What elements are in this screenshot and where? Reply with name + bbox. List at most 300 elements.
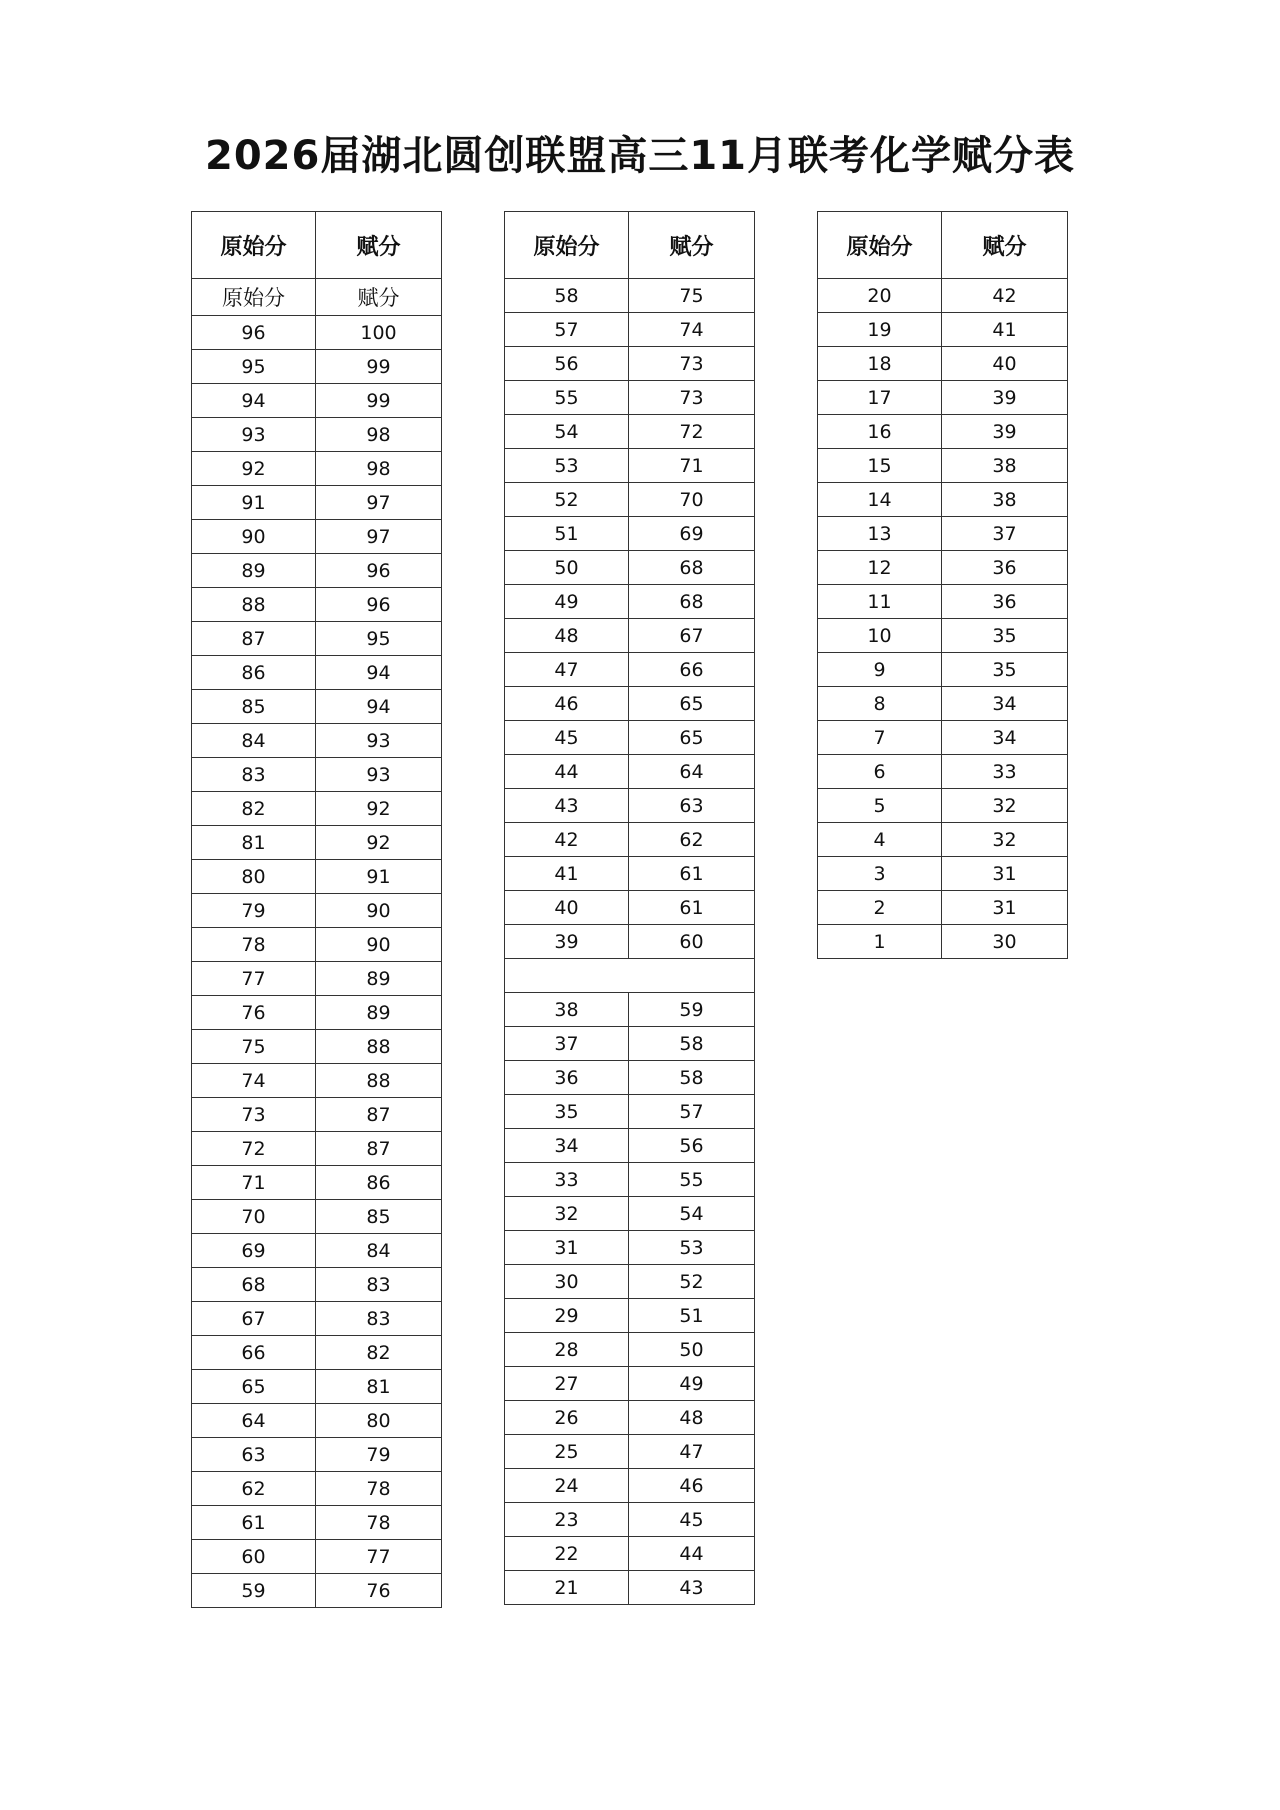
table-row <box>818 857 1068 891</box>
table-row <box>505 1537 755 1571</box>
score-table-2 <box>504 211 755 1605</box>
raw-score-cell: 41 <box>505 857 629 891</box>
page-title: 2026届湖北圆创联盟高三11月联考化学赋分表 <box>205 133 1075 179</box>
scaled-score-cell: 60 <box>629 925 755 959</box>
table-row <box>505 1265 755 1299</box>
table-row <box>192 1302 442 1336</box>
raw-score-cell: 96 <box>192 316 316 350</box>
raw-score-cell: 24 <box>505 1469 629 1503</box>
table-row <box>192 1234 442 1268</box>
table-row <box>505 1333 755 1367</box>
raw-score-cell: 60 <box>192 1540 316 1574</box>
raw-score-cell: 6 <box>818 755 942 789</box>
raw-score-cell: 49 <box>505 585 629 619</box>
raw-score-cell: 2 <box>818 891 942 925</box>
scaled-score-cell: 99 <box>316 350 442 384</box>
table-row <box>192 1064 442 1098</box>
table-row <box>192 350 442 384</box>
scaled-score-cell: 78 <box>316 1506 442 1540</box>
table-row <box>818 687 1068 721</box>
raw-score-cell: 37 <box>505 1027 629 1061</box>
scaled-score-cell: 67 <box>629 619 755 653</box>
table-row <box>192 894 442 928</box>
scaled-score-cell: 96 <box>316 588 442 622</box>
scaled-score-cell: 85 <box>316 1200 442 1234</box>
raw-score-cell: 61 <box>192 1506 316 1540</box>
raw-score-cell: 62 <box>192 1472 316 1506</box>
raw-score-cell: 82 <box>192 792 316 826</box>
raw-score-cell: 23 <box>505 1503 629 1537</box>
table-row <box>505 993 755 1027</box>
scaled-score-cell: 68 <box>629 551 755 585</box>
table-row <box>192 1540 442 1574</box>
table-row <box>192 758 442 792</box>
raw-score-cell: 38 <box>505 993 629 1027</box>
table-row <box>192 690 442 724</box>
scaled-score-cell: 51 <box>629 1299 755 1333</box>
raw-score-cell: 68 <box>192 1268 316 1302</box>
raw-score-cell: 55 <box>505 381 629 415</box>
raw-score-cell: 64 <box>192 1404 316 1438</box>
scaled-score-cell: 93 <box>316 724 442 758</box>
raw-score-cell: 77 <box>192 962 316 996</box>
table-row <box>505 1129 755 1163</box>
raw-score-cell: 50 <box>505 551 629 585</box>
scaled-score-cell: 37 <box>942 517 1068 551</box>
table-row <box>505 1027 755 1061</box>
scaled-score-cell: 73 <box>629 347 755 381</box>
table-row <box>505 1163 755 1197</box>
raw-score-cell: 81 <box>192 826 316 860</box>
raw-score-cell: 57 <box>505 313 629 347</box>
scaled-score-cell: 36 <box>942 585 1068 619</box>
scaled-score-cell: 73 <box>629 381 755 415</box>
raw-score-cell: 17 <box>818 381 942 415</box>
scaled-score-cell: 69 <box>629 517 755 551</box>
scaled-score-cell: 87 <box>316 1132 442 1166</box>
table-row <box>818 551 1068 585</box>
scaled-score-cell: 75 <box>629 279 755 313</box>
table-row <box>818 891 1068 925</box>
table-row <box>818 483 1068 517</box>
raw-score-cell: 45 <box>505 721 629 755</box>
table-row <box>192 1268 442 1302</box>
raw-score-cell: 53 <box>505 449 629 483</box>
scaled-score-cell: 44 <box>629 1537 755 1571</box>
table-row <box>505 517 755 551</box>
raw-score-cell: 39 <box>505 925 629 959</box>
scaled-score-cell: 66 <box>629 653 755 687</box>
raw-score-cell: 25 <box>505 1435 629 1469</box>
scaled-score-cell: 89 <box>316 996 442 1030</box>
raw-score-cell: 65 <box>192 1370 316 1404</box>
raw-score-cell: 9 <box>818 653 942 687</box>
scaled-score-cell: 84 <box>316 1234 442 1268</box>
raw-score-cell: 3 <box>818 857 942 891</box>
scaled-score-cell: 48 <box>629 1401 755 1435</box>
raw-score-cell: 85 <box>192 690 316 724</box>
table-row <box>505 1095 755 1129</box>
raw-score-cell: 91 <box>192 486 316 520</box>
score-table-3 <box>817 211 1068 959</box>
table-row <box>818 619 1068 653</box>
scaled-score-cell: 39 <box>942 381 1068 415</box>
raw-score-cell: 15 <box>818 449 942 483</box>
scaled-score-cell: 93 <box>316 758 442 792</box>
scaled-score-cell: 89 <box>316 962 442 996</box>
table-row <box>505 857 755 891</box>
table-row <box>192 588 442 622</box>
table-row <box>505 1231 755 1265</box>
scaled-score-cell: 34 <box>942 721 1068 755</box>
scaled-score-cell: 92 <box>316 826 442 860</box>
scaled-score-cell: 38 <box>942 449 1068 483</box>
scaled-score-cell: 57 <box>629 1095 755 1129</box>
raw-score-cell: 94 <box>192 384 316 418</box>
table-row <box>505 653 755 687</box>
scaled-score-cell: 65 <box>629 687 755 721</box>
scaled-score-cell: 53 <box>629 1231 755 1265</box>
empty-merged-cell <box>505 959 755 993</box>
table-header-row <box>192 212 442 279</box>
table-row <box>505 1197 755 1231</box>
raw-score-cell: 46 <box>505 687 629 721</box>
table-row <box>505 925 755 959</box>
scaled-score-cell: 32 <box>942 789 1068 823</box>
raw-score-cell: 59 <box>192 1574 316 1608</box>
raw-score-cell: 22 <box>505 1537 629 1571</box>
scaled-score-cell: 41 <box>942 313 1068 347</box>
table-row <box>818 381 1068 415</box>
scaled-score-cell: 79 <box>316 1438 442 1472</box>
table-row <box>192 1098 442 1132</box>
table-row <box>192 962 442 996</box>
raw-score-cell: 51 <box>505 517 629 551</box>
table-row <box>192 1166 442 1200</box>
scaled-score-cell: 70 <box>629 483 755 517</box>
table-row <box>818 755 1068 789</box>
table-row <box>192 1030 442 1064</box>
table-row <box>505 279 755 313</box>
raw-score-cell: 35 <box>505 1095 629 1129</box>
table-row <box>192 1132 442 1166</box>
table-row <box>505 891 755 925</box>
scaled-score-header: 赋分 <box>942 212 1068 279</box>
scaled-score-cell: 83 <box>316 1268 442 1302</box>
raw-score-cell: 70 <box>192 1200 316 1234</box>
table-row <box>192 826 442 860</box>
table-row <box>818 517 1068 551</box>
scaled-score-cell: 100 <box>316 316 442 350</box>
table-row <box>192 1200 442 1234</box>
raw-score-cell: 19 <box>818 313 942 347</box>
raw-score-cell: 36 <box>505 1061 629 1095</box>
scaled-score-cell: 58 <box>629 1027 755 1061</box>
scaled-score-cell: 32 <box>942 823 1068 857</box>
raw-score-cell: 32 <box>505 1197 629 1231</box>
scaled-score-cell: 87 <box>316 1098 442 1132</box>
table-row <box>192 792 442 826</box>
raw-score-cell: 83 <box>192 758 316 792</box>
table-row <box>505 381 755 415</box>
scaled-score-cell: 91 <box>316 860 442 894</box>
table-row <box>192 860 442 894</box>
raw-score-cell: 1 <box>818 925 942 959</box>
raw-score-cell: 48 <box>505 619 629 653</box>
table-row <box>192 418 442 452</box>
scaled-score-subheader: 赋分 <box>316 279 442 316</box>
table-row <box>192 1404 442 1438</box>
raw-score-cell: 89 <box>192 554 316 588</box>
raw-score-cell: 54 <box>505 415 629 449</box>
scaled-score-cell: 58 <box>629 1061 755 1095</box>
table-row <box>505 313 755 347</box>
raw-score-cell: 5 <box>818 789 942 823</box>
scaled-score-cell: 95 <box>316 622 442 656</box>
table-row <box>818 585 1068 619</box>
table-row <box>505 415 755 449</box>
raw-score-cell: 31 <box>505 1231 629 1265</box>
table-row <box>818 653 1068 687</box>
raw-score-cell: 71 <box>192 1166 316 1200</box>
table-row <box>818 823 1068 857</box>
table-row <box>505 823 755 857</box>
raw-score-cell: 30 <box>505 1265 629 1299</box>
table-row <box>192 1438 442 1472</box>
scaled-score-cell: 83 <box>316 1302 442 1336</box>
table-row <box>505 687 755 721</box>
raw-score-cell: 88 <box>192 588 316 622</box>
raw-score-cell: 29 <box>505 1299 629 1333</box>
raw-score-cell: 93 <box>192 418 316 452</box>
raw-score-cell: 40 <box>505 891 629 925</box>
raw-score-cell: 10 <box>818 619 942 653</box>
scaled-score-cell: 97 <box>316 520 442 554</box>
scaled-score-cell: 36 <box>942 551 1068 585</box>
raw-score-cell: 11 <box>818 585 942 619</box>
raw-score-header: 原始分 <box>818 212 942 279</box>
raw-score-cell: 79 <box>192 894 316 928</box>
table-row <box>818 925 1068 959</box>
scaled-score-cell: 55 <box>629 1163 755 1197</box>
table-row <box>192 1336 442 1370</box>
scaled-score-cell: 46 <box>629 1469 755 1503</box>
scaled-score-cell: 68 <box>629 585 755 619</box>
raw-score-cell: 18 <box>818 347 942 381</box>
raw-score-cell: 90 <box>192 520 316 554</box>
table-row <box>505 1061 755 1095</box>
scaled-score-cell: 82 <box>316 1336 442 1370</box>
scaled-score-cell: 94 <box>316 656 442 690</box>
raw-score-cell: 86 <box>192 656 316 690</box>
table-row <box>192 622 442 656</box>
table-row <box>818 279 1068 313</box>
table-row <box>192 724 442 758</box>
raw-score-cell: 21 <box>505 1571 629 1605</box>
raw-score-cell: 73 <box>192 1098 316 1132</box>
scaled-score-cell: 71 <box>629 449 755 483</box>
scaled-score-cell: 80 <box>316 1404 442 1438</box>
scaled-score-cell: 30 <box>942 925 1068 959</box>
table-header-row <box>505 212 755 279</box>
table-row <box>192 316 442 350</box>
table-row <box>505 1469 755 1503</box>
scaled-score-cell: 40 <box>942 347 1068 381</box>
table-row <box>192 520 442 554</box>
scaled-score-cell: 99 <box>316 384 442 418</box>
scaled-score-cell: 35 <box>942 619 1068 653</box>
scaled-score-cell: 62 <box>629 823 755 857</box>
table-row <box>818 415 1068 449</box>
table-row <box>192 928 442 962</box>
raw-score-cell: 69 <box>192 1234 316 1268</box>
table-row <box>192 656 442 690</box>
scaled-score-cell: 54 <box>629 1197 755 1231</box>
scaled-score-cell: 72 <box>629 415 755 449</box>
table-row <box>505 1299 755 1333</box>
table-row <box>505 449 755 483</box>
scaled-score-cell: 63 <box>629 789 755 823</box>
raw-score-cell: 43 <box>505 789 629 823</box>
scaled-score-cell: 88 <box>316 1064 442 1098</box>
raw-score-cell: 52 <box>505 483 629 517</box>
scaled-score-cell: 78 <box>316 1472 442 1506</box>
table-row <box>818 721 1068 755</box>
scaled-score-cell: 50 <box>629 1333 755 1367</box>
raw-score-cell: 8 <box>818 687 942 721</box>
scaled-score-cell: 61 <box>629 857 755 891</box>
scaled-score-cell: 33 <box>942 755 1068 789</box>
table-row <box>818 789 1068 823</box>
table-row <box>505 619 755 653</box>
table-subheader-row <box>192 279 442 316</box>
raw-score-cell: 14 <box>818 483 942 517</box>
raw-score-cell: 7 <box>818 721 942 755</box>
raw-score-cell: 56 <box>505 347 629 381</box>
scaled-score-cell: 86 <box>316 1166 442 1200</box>
table-row <box>505 347 755 381</box>
scaled-score-cell: 45 <box>629 1503 755 1537</box>
raw-score-cell: 28 <box>505 1333 629 1367</box>
scaled-score-cell: 43 <box>629 1571 755 1605</box>
scaled-score-header: 赋分 <box>316 212 442 279</box>
table-row <box>505 1435 755 1469</box>
scaled-score-cell: 34 <box>942 687 1068 721</box>
raw-score-cell: 74 <box>192 1064 316 1098</box>
scaled-score-cell: 31 <box>942 891 1068 925</box>
scaled-score-cell: 42 <box>942 279 1068 313</box>
raw-score-cell: 67 <box>192 1302 316 1336</box>
table-gap-row <box>505 959 755 993</box>
raw-score-cell: 27 <box>505 1367 629 1401</box>
scaled-score-cell: 39 <box>942 415 1068 449</box>
raw-score-header: 原始分 <box>192 212 316 279</box>
scaled-score-cell: 81 <box>316 1370 442 1404</box>
raw-score-cell: 87 <box>192 622 316 656</box>
table-row <box>192 1472 442 1506</box>
raw-score-cell: 78 <box>192 928 316 962</box>
scaled-score-cell: 96 <box>316 554 442 588</box>
scaled-score-cell: 31 <box>942 857 1068 891</box>
scaled-score-cell: 97 <box>316 486 442 520</box>
table-row <box>505 1571 755 1605</box>
table-row <box>505 483 755 517</box>
raw-score-cell: 34 <box>505 1129 629 1163</box>
table-row <box>505 721 755 755</box>
table-row <box>192 452 442 486</box>
raw-score-cell: 20 <box>818 279 942 313</box>
raw-score-subheader: 原始分 <box>192 279 316 316</box>
raw-score-cell: 92 <box>192 452 316 486</box>
table-row <box>505 1367 755 1401</box>
table-row <box>505 1401 755 1435</box>
raw-score-cell: 63 <box>192 1438 316 1472</box>
scaled-score-cell: 90 <box>316 928 442 962</box>
scaled-score-cell: 52 <box>629 1265 755 1299</box>
table-header-row <box>818 212 1068 279</box>
scaled-score-cell: 76 <box>316 1574 442 1608</box>
raw-score-cell: 95 <box>192 350 316 384</box>
raw-score-cell: 33 <box>505 1163 629 1197</box>
table-row <box>505 789 755 823</box>
table-row <box>505 755 755 789</box>
table-row <box>192 1370 442 1404</box>
scaled-score-cell: 47 <box>629 1435 755 1469</box>
scaled-score-cell: 56 <box>629 1129 755 1163</box>
scaled-score-cell: 61 <box>629 891 755 925</box>
raw-score-cell: 42 <box>505 823 629 857</box>
table-row <box>818 313 1068 347</box>
raw-score-cell: 13 <box>818 517 942 551</box>
raw-score-cell: 80 <box>192 860 316 894</box>
table-row <box>818 347 1068 381</box>
table-row <box>192 1574 442 1608</box>
table-row <box>192 996 442 1030</box>
scaled-score-cell: 98 <box>316 452 442 486</box>
scaled-score-cell: 49 <box>629 1367 755 1401</box>
raw-score-cell: 26 <box>505 1401 629 1435</box>
scaled-score-cell: 64 <box>629 755 755 789</box>
raw-score-cell: 47 <box>505 653 629 687</box>
scaled-score-cell: 74 <box>629 313 755 347</box>
scaled-score-cell: 88 <box>316 1030 442 1064</box>
scaled-score-cell: 59 <box>629 993 755 1027</box>
raw-score-cell: 16 <box>818 415 942 449</box>
scaled-score-cell: 90 <box>316 894 442 928</box>
raw-score-cell: 76 <box>192 996 316 1030</box>
table-row <box>505 585 755 619</box>
scaled-score-cell: 92 <box>316 792 442 826</box>
table-row <box>192 486 442 520</box>
table-row <box>505 551 755 585</box>
table-row <box>818 449 1068 483</box>
raw-score-cell: 84 <box>192 724 316 758</box>
scaled-score-cell: 98 <box>316 418 442 452</box>
table-row <box>505 1503 755 1537</box>
table-row <box>192 554 442 588</box>
raw-score-cell: 72 <box>192 1132 316 1166</box>
raw-score-cell: 58 <box>505 279 629 313</box>
scaled-score-cell: 94 <box>316 690 442 724</box>
raw-score-cell: 4 <box>818 823 942 857</box>
scaled-score-cell: 38 <box>942 483 1068 517</box>
raw-score-header: 原始分 <box>505 212 629 279</box>
scaled-score-cell: 65 <box>629 721 755 755</box>
scaled-score-cell: 35 <box>942 653 1068 687</box>
raw-score-cell: 12 <box>818 551 942 585</box>
score-table-1 <box>191 211 442 1608</box>
table-row <box>192 1506 442 1540</box>
